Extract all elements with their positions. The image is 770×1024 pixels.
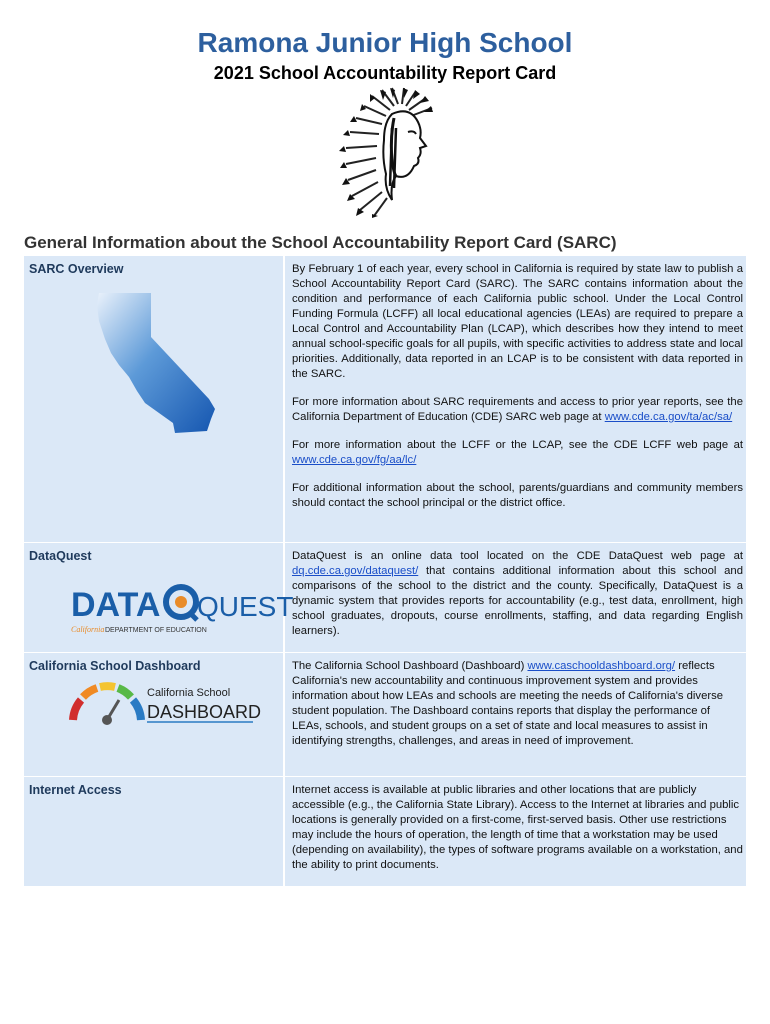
lcff-web-page-link[interactable]: www.cde.ca.gov/fg/aa/lc/: [292, 454, 417, 466]
row-label-dataquest: DataQuest: [29, 548, 92, 563]
paragraph-text: DataQuest is an online data tool located on the CDE DataQuest web page at: [292, 549, 743, 562]
dataquest-tagline-script: California: [71, 624, 105, 634]
paragraph: [292, 395, 743, 425]
row-label-sarc-overview: SARC Overview: [29, 262, 124, 276]
section-heading: General Information about the School Accountability Report Card (SARC): [24, 233, 617, 252]
paragraph: [292, 659, 743, 749]
paragraph-text: reflects California's new accountability and continuous improvement system and provides information about how LEAs and schools are meeting the needs of California's diverse student population. The Dashboard contains reports that display the performance of LEAs, schools, and student groups on a set of state and local measures to assist in identifying strengths, challenges, and areas in need of improvement.: [292, 659, 724, 747]
table-row-dataquest: [24, 542, 746, 652]
california-map-icon: [93, 291, 223, 441]
paragraph-text: For additional information about the school, parents/guardians and community members should contact the school principal or the district office.: [292, 482, 743, 509]
row-label-cell: [24, 652, 284, 776]
internet-access-text: [284, 776, 746, 886]
paragraph-text: For more information about the LCFF or the LCAP, see the CDE LCFF web page at: [292, 439, 743, 451]
sarc-info-table: [24, 256, 746, 887]
row-label-dashboard: California School Dashboard: [29, 658, 201, 673]
report-subtitle: 2021 School Accountability Report Card: [213, 63, 557, 83]
dashboard-text: [284, 652, 746, 776]
paragraph-text: The California School Dashboard (Dashboard): [292, 659, 528, 672]
paragraph: [292, 481, 743, 511]
dashboard-logo-line1: California School: [147, 686, 231, 699]
row-label-cell: [24, 256, 284, 542]
paragraph: [292, 262, 743, 382]
row-label-internet-access: Internet Access: [29, 782, 122, 797]
paragraph-text: Internet access is available at public libraries and other locations that are publicly accessible (e.g., the California State Library). Access to the Internet at libraries and public locations is generally provided on a first-come, first-served basis. Other use restrictions may include the hours of operation, the length of time that a workstation may be used (depending on availability), the types of software programs available on a workstation, and the ability to print documents.: [292, 783, 743, 871]
dataquest-logo-icon: [69, 580, 294, 636]
dataquest-word2: QUEST: [197, 590, 294, 622]
school-title: Ramona Junior High School: [197, 27, 573, 58]
paragraph: [292, 549, 743, 639]
paragraph: [292, 783, 743, 873]
table-row-internet-access: [24, 776, 746, 886]
mascot-headdress-icon: [334, 88, 442, 218]
paragraph-text: For more information about SARC requirements and access to prior year reports, see the California Department of Education (CDE) SARC web page at: [292, 396, 743, 423]
sarc-web-page-link[interactable]: www.cde.ca.gov/ta/ac/sa/: [604, 411, 733, 423]
dashboard-logo-line2: DASHBOARD: [147, 701, 262, 722]
dashboard-link[interactable]: www.caschooldashboard.org/: [527, 659, 676, 672]
dataquest-word1: DATA: [71, 585, 161, 624]
table-row-sarc-overview: [24, 256, 746, 542]
dataquest-tagline: DEPARTMENT OF EDUCATION: [105, 626, 207, 634]
paragraph: [292, 438, 743, 468]
sarc-overview-text: [284, 256, 746, 542]
table-row-dashboard: [24, 652, 746, 776]
dataquest-text: [284, 542, 746, 652]
dashboard-logo-icon: [67, 680, 262, 726]
paragraph-text: By February 1 of each year, every school in California is required by state law to publish a School Accountability Report Card (SARC). The SARC contains information about the condition and performance of each California public school. Under the Local Control Funding Formula (LCFF) all local educational agencies (LEAs) are required to prepare a Local Control and Accountability Plan (LCAP), which describes how they intend to meet annual school-specific goals for all pupils, with specific activities to address state and local priorities. Additionally, data reported in an LCAP is to be consistent with data reported in the SARC.: [292, 263, 743, 380]
row-label-cell: [24, 542, 294, 652]
row-label-cell: [24, 776, 284, 886]
paragraph-text: that contains additional information about this school and comparisons of the school to the district and the county. Specifically, DataQuest is a dynamic system that provides reports for accountability (e.g., test data, enrollment, high school graduates, dropouts, course enrollments, staffing, and data regarding English learners).: [292, 564, 743, 637]
dataquest-link[interactable]: dq.cde.ca.gov/dataquest/: [292, 564, 419, 577]
